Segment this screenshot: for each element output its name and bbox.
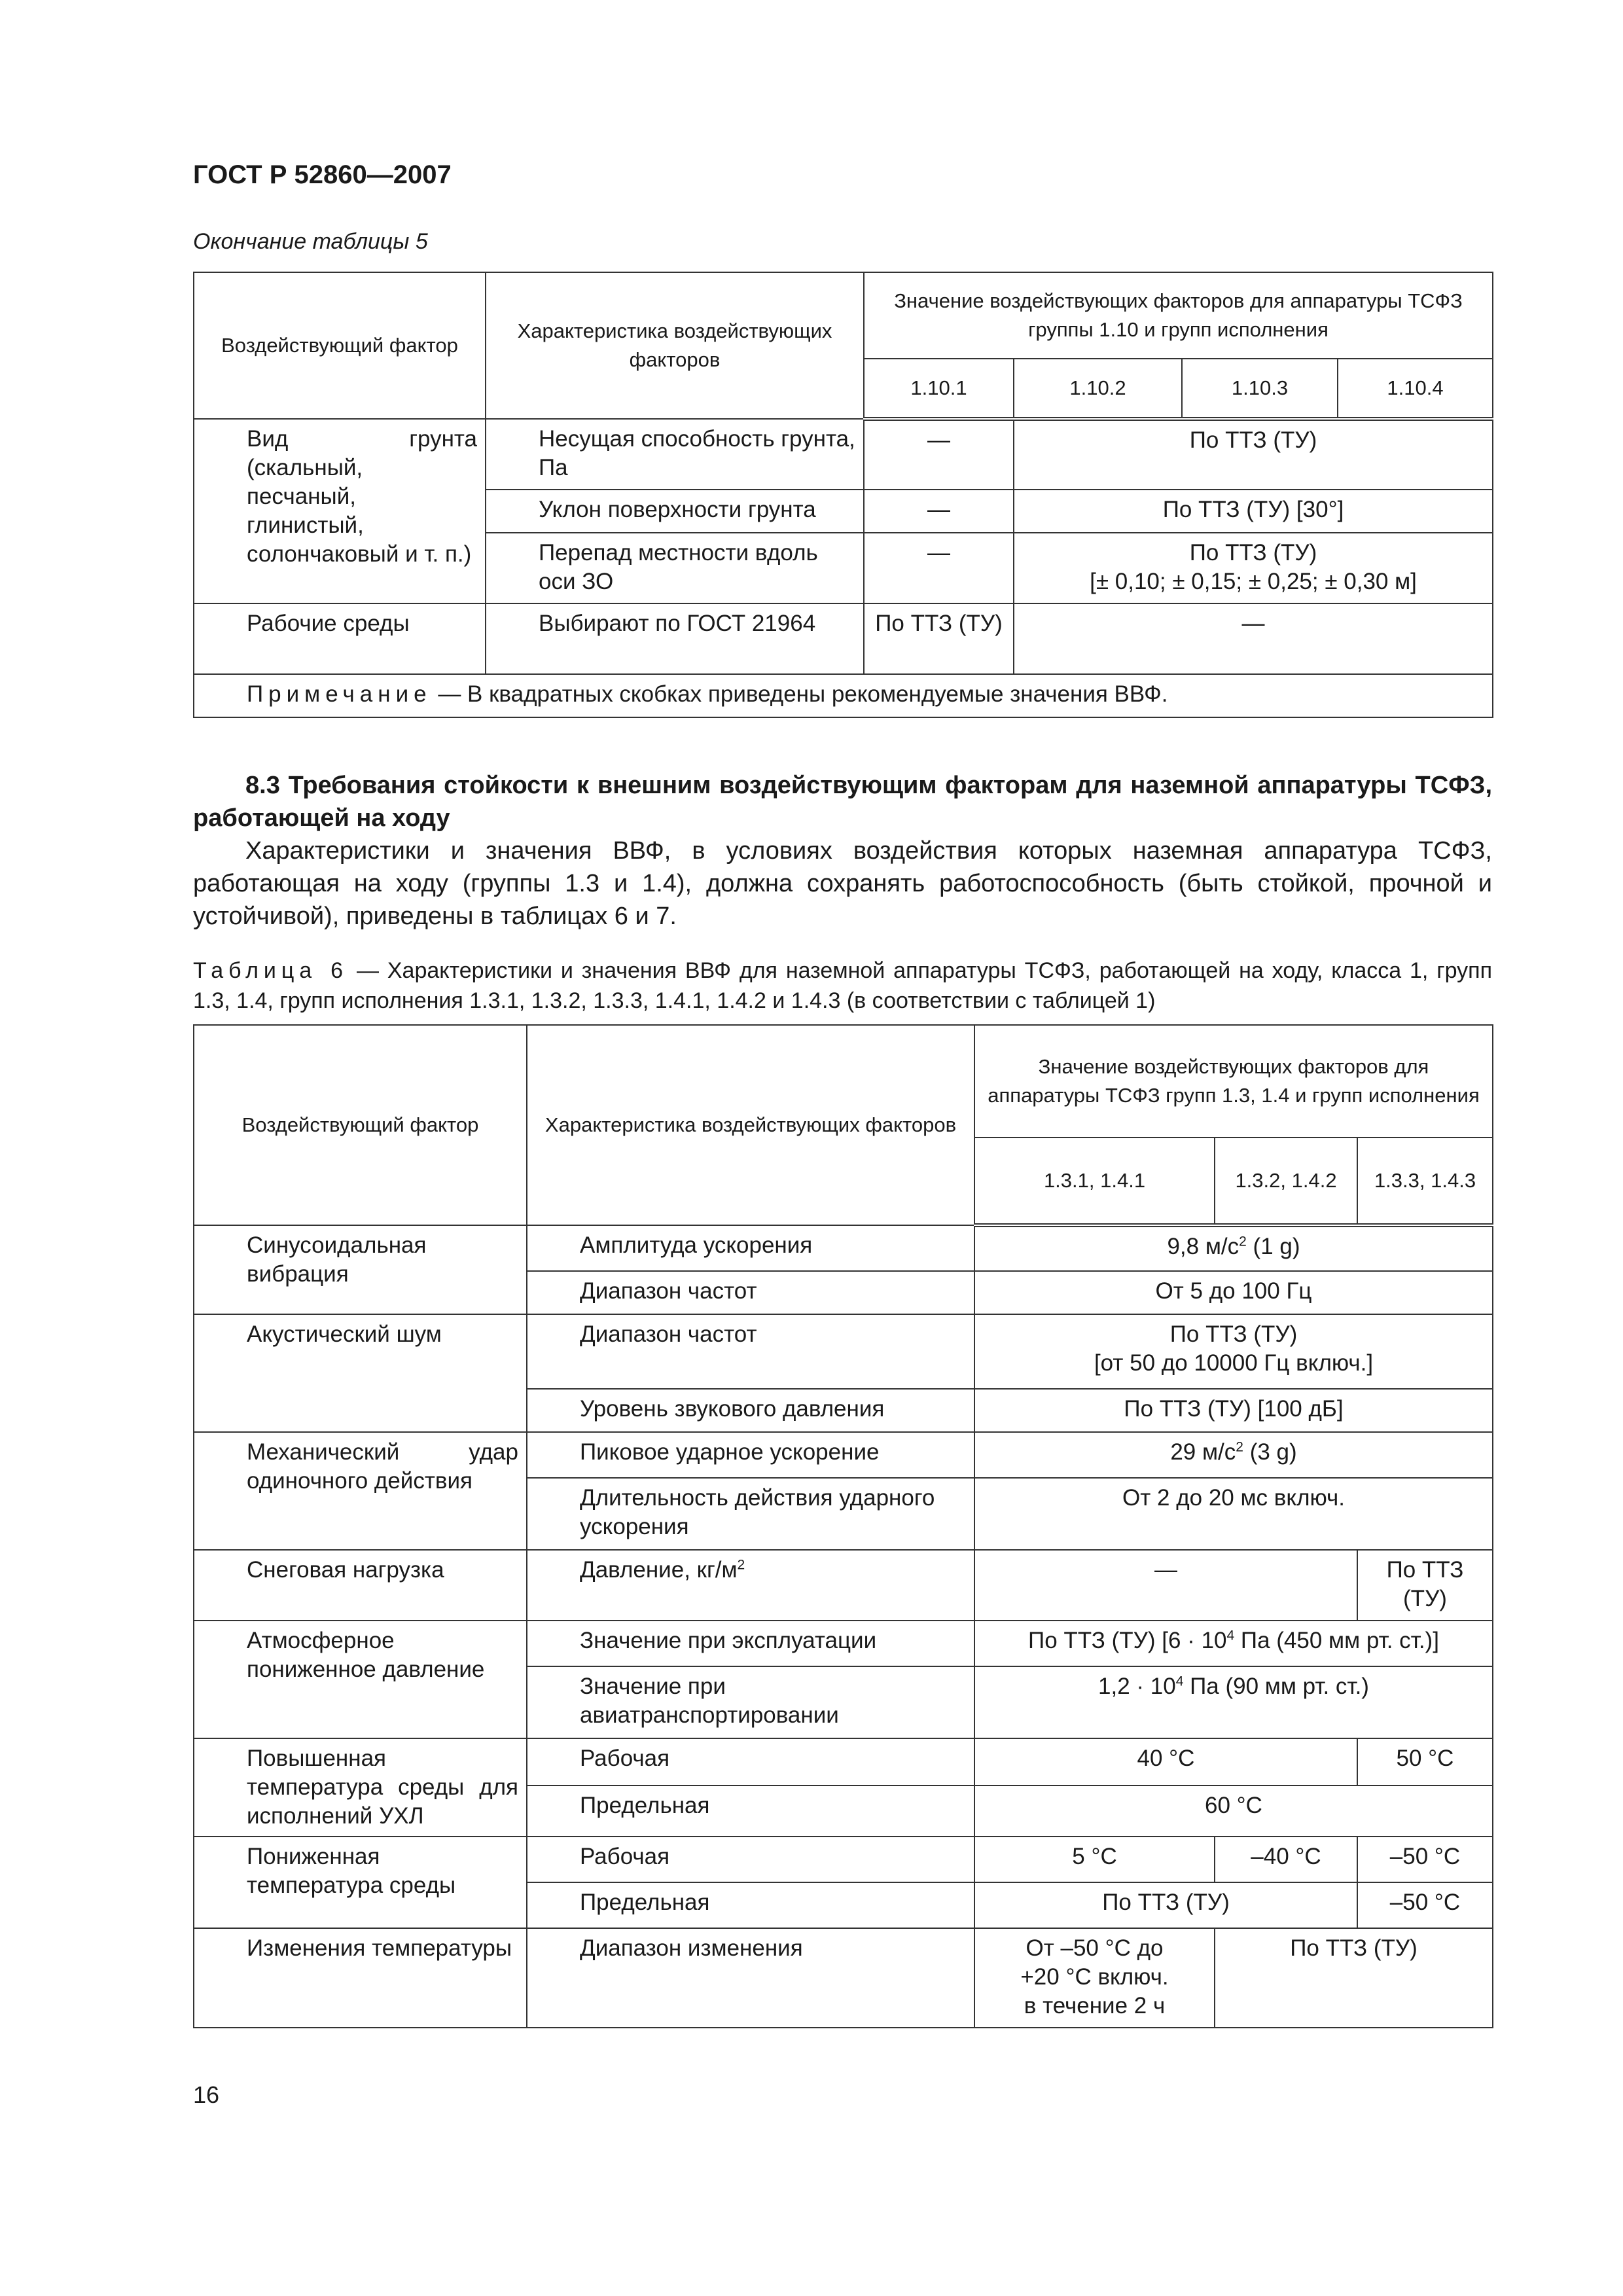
superscript: 2: [737, 1557, 745, 1573]
table-note: [194, 674, 1493, 717]
subheader: 1.3.1, 1.4.1: [974, 1138, 1215, 1225]
characteristic-cell: Длительность действия ударного ускорения: [527, 1478, 974, 1550]
characteristic-cell: Уровень звукового давления: [527, 1389, 974, 1432]
characteristic-cell: Уклон поверхности грунта: [486, 490, 864, 533]
value-cell: [974, 1314, 1493, 1389]
col-header-characteristic: Характеристика воздействующих факторов: [486, 272, 864, 419]
factor-cell: Механический удар одиночного действия: [194, 1432, 527, 1550]
value-text: (3 g): [1243, 1439, 1297, 1465]
value-cell: [974, 1225, 1493, 1271]
value-cell: По ТТЗ (ТУ): [974, 1882, 1357, 1928]
characteristic-cell: [527, 1550, 974, 1621]
table-6: [193, 1024, 1493, 2028]
characteristic-cell: Значение при авиатранспортировании: [527, 1666, 974, 1738]
factor-cell: Акустический шум: [194, 1314, 527, 1432]
factor-cell: Вид грунта (скальный, песчаный, глинистый, солончаковый и т. п.): [194, 419, 486, 603]
page-number: 16: [193, 2081, 220, 2108]
characteristic-cell: Перепад местности вдоль оси ЗО: [486, 533, 864, 603]
superscript: 4: [1226, 1628, 1235, 1643]
superscript: 2: [1239, 1234, 1247, 1249]
value-text: 9,8 м/с: [1167, 1234, 1240, 1259]
characteristic-cell: Выбирают по ГОСТ 21964: [486, 603, 864, 674]
characteristic-cell: Рабочая: [527, 1738, 974, 1785]
value-cell: —: [864, 533, 1014, 603]
value-cell: 60 °С: [974, 1785, 1493, 1837]
subheader: 1.10.2: [1014, 359, 1182, 419]
factor-cell: Снеговая нагрузка: [194, 1550, 527, 1621]
value-cell: По ТТЗ (ТУ): [1014, 419, 1493, 490]
value-cell: 50 °С: [1357, 1738, 1493, 1785]
subheader: 1.10.1: [864, 359, 1014, 419]
value-cell: 5 °С: [974, 1837, 1215, 1882]
factor-cell: Атмосферное пониженное давление: [194, 1621, 527, 1738]
value-text: По ТТЗ (ТУ) [6 · 10: [1028, 1628, 1227, 1653]
value-cell: —: [864, 419, 1014, 490]
section-title: 8.3 Требования стойкости к внешним воздействующим факторам для наземной аппаратуры ТСФЗ, работающей на ходу: [193, 772, 1492, 832]
value-cell: –50 °С: [1357, 1882, 1493, 1928]
value-line: По ТТЗ (ТУ): [1189, 540, 1317, 565]
value-cell: –40 °С: [1215, 1837, 1357, 1882]
value-cell: —: [864, 490, 1014, 533]
characteristic-cell: Значение при эксплуатации: [527, 1621, 974, 1666]
characteristic-cell: Диапазон частот: [527, 1271, 974, 1314]
subheader: 1.10.4: [1338, 359, 1493, 419]
value-cell: [974, 1666, 1493, 1738]
value-cell: От 2 до 20 мс включ.: [974, 1478, 1493, 1550]
value-cell: –50 °С: [1357, 1837, 1493, 1882]
value-text: 1,2 · 10: [1098, 1674, 1176, 1699]
table-6-caption: [193, 956, 1492, 1016]
col-header-factor: Воздействующий фактор: [194, 272, 486, 419]
col-header-values: Значение воздействующих факторов для аппаратуры ТСФЗ групп 1.3, 1.4 и групп исполнения: [974, 1025, 1493, 1138]
factor-cell: Пониженная температура среды: [194, 1837, 527, 1928]
value-line: [от 50 до 10000 Гц включ.]: [1094, 1350, 1374, 1376]
col-header-characteristic: Характеристика воздействующих факторов: [527, 1025, 974, 1225]
characteristic-cell: Предельная: [527, 1785, 974, 1837]
col-header-factor: Воздействующий фактор: [194, 1025, 527, 1225]
factor-cell: Синусоидальная вибрация: [194, 1225, 527, 1314]
superscript: 4: [1175, 1674, 1184, 1689]
value-cell: По ТТЗ (ТУ): [1357, 1550, 1493, 1621]
value-cell: —: [1014, 603, 1493, 674]
value-cell: —: [974, 1550, 1357, 1621]
caption-label: Таблица 6: [193, 958, 349, 983]
value-cell: По ТТЗ (ТУ): [864, 603, 1014, 674]
value-text: (1 g): [1246, 1234, 1300, 1259]
superscript: 2: [1236, 1439, 1243, 1455]
value-text: Па (450 мм рт. ст.)]: [1234, 1628, 1439, 1653]
characteristic-cell: Амплитуда ускорения: [527, 1225, 974, 1271]
value-cell: [1014, 533, 1493, 603]
value-cell: От –50 °С до +20 °С включ. в течение 2 ч: [974, 1928, 1215, 2028]
table-continuation-label: Окончание таблицы 5: [193, 229, 428, 254]
note-text: — В квадратных скобках приведены рекомендуемые значения ВВФ.: [431, 681, 1168, 707]
caption-text: — Характеристики и значения ВВФ для наземной аппаратуры ТСФЗ, работающей на ходу, класса 1, групп 1.3, 1.4, групп исполнения 1.3.1, 1.3.2, 1.3.3, 1.4.1, 1.4.2 и 1.4.3 (в соответствии с таблицей 1): [193, 958, 1493, 1013]
factor-cell: Повышенная температура среды для исполнений УХЛ: [194, 1738, 527, 1837]
value-cell: 40 °С: [974, 1738, 1357, 1785]
characteristic-cell: Предельная: [527, 1882, 974, 1928]
characteristic-cell: Несущая способность грунта, Па: [486, 419, 864, 490]
value-line: [± 0,10; ± 0,15; ± 0,25; ± 0,30 м]: [1090, 569, 1417, 594]
value-cell: [974, 1621, 1493, 1666]
subheader: 1.10.3: [1182, 359, 1338, 419]
factor-cell: Изменения температуры: [194, 1928, 527, 2028]
characteristic-text: Давление, кг/м: [580, 1557, 738, 1583]
factor-cell: Рабочие среды: [194, 603, 486, 674]
value-cell: По ТТЗ (ТУ): [1215, 1928, 1493, 2028]
table-5: [193, 272, 1493, 718]
subheader: 1.3.2, 1.4.2: [1215, 1138, 1357, 1225]
characteristic-cell: Пиковое ударное ускорение: [527, 1432, 974, 1478]
document-header: ГОСТ Р 52860—2007: [193, 160, 452, 189]
characteristic-cell: Диапазон изменения: [527, 1928, 974, 2028]
value-cell: От 5 до 100 Гц: [974, 1271, 1493, 1314]
characteristic-cell: Рабочая: [527, 1837, 974, 1882]
value-text: Па (90 мм рт. ст.): [1183, 1674, 1369, 1699]
note-label: Примечание: [247, 681, 432, 707]
subheader: 1.3.3, 1.4.3: [1357, 1138, 1493, 1225]
value-cell: [974, 1432, 1493, 1478]
value-line: По ТТЗ (ТУ): [1169, 1321, 1298, 1347]
section-paragraph: Характеристики и значения ВВФ, в условиях воздействия которых наземная аппаратура ТСФЗ, работающая на ходу (группы 1.3 и 1.4), должна сохранять работоспособность (быть стойкой, прочной и устойчивой), приведены в таблицах 6 и 7.: [193, 837, 1492, 930]
value-cell: По ТТЗ (ТУ) [30°]: [1014, 490, 1493, 533]
characteristic-cell: Диапазон частот: [527, 1314, 974, 1389]
value-text: 29 м/с: [1170, 1439, 1236, 1465]
value-cell: По ТТЗ (ТУ) [100 дБ]: [974, 1389, 1493, 1432]
col-header-values: Значение воздействующих факторов для аппаратуры ТСФЗ группы 1.10 и групп исполнения: [864, 272, 1493, 359]
